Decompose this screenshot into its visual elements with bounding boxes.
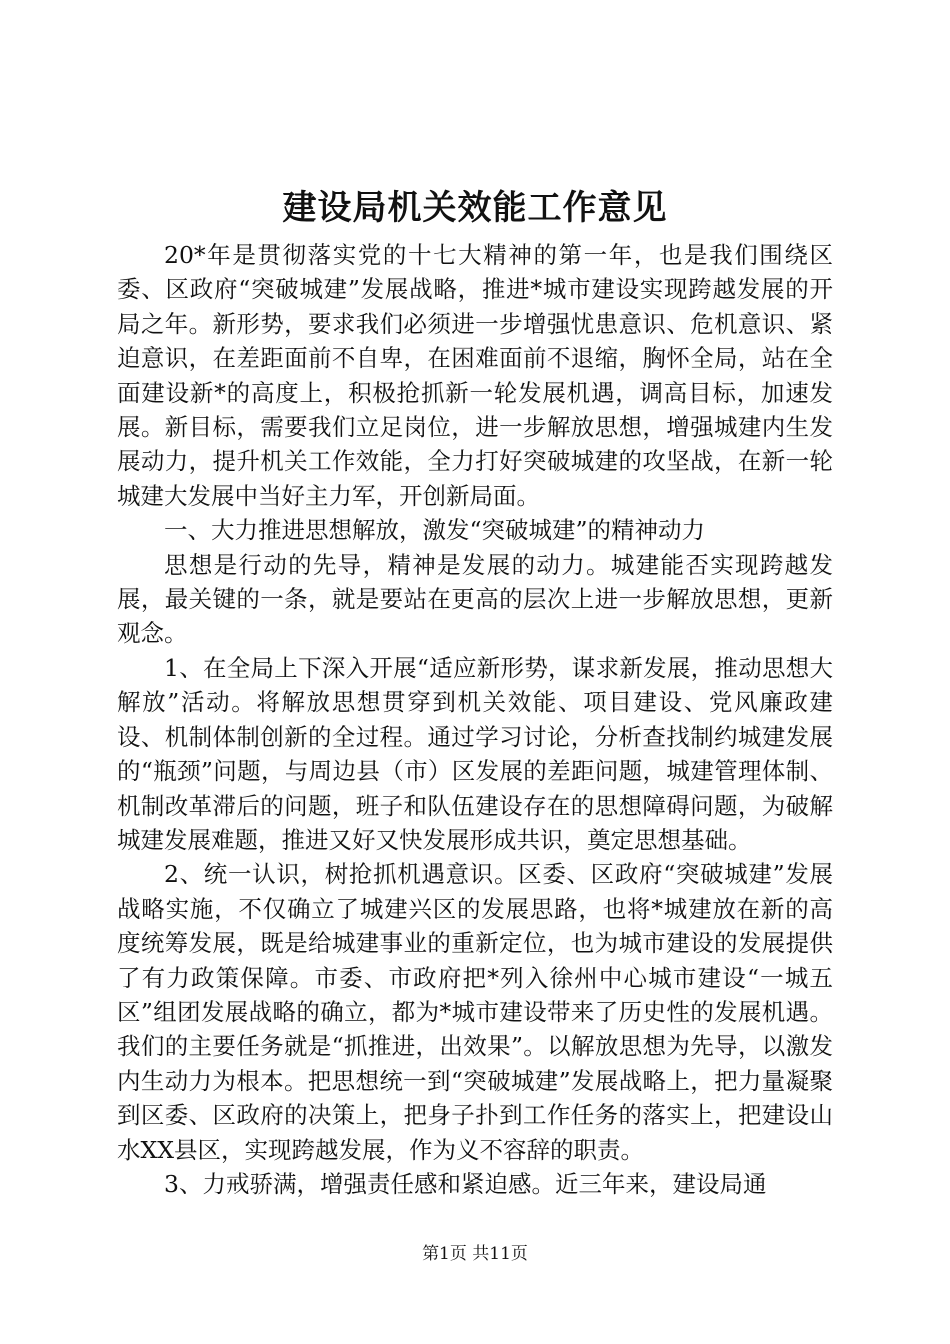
- document-body: [117, 238, 833, 1201]
- item-2-paragraph: 2、统一认识，树抢抓机遇意识。区委、区政府“突破城建”发展战略实施，不仅确立了城建兴区的发展思路，也将*城建放在新的高度统筹发展，既是给城建事业的重新定位，也为城市建设的发展提供了有力政策保障。市委、市政府把*列入徐州中心城市建设“一城五区”组团发展战略的确立，都为*城市建设带来了历史性的发展机遇。我们的主要任务就是“抓推进，出效果”。以解放思想为先导，以激发内生动力为根本。把思想统一到“突破城建”发展战略上，把力量凝聚到区委、区政府的决策上，把身子扑到工作任务的落实上，把建设山水XX县区，实现跨越发展，作为义不容辞的职责。: [117, 860, 833, 1164]
- page-number-footer: 第1页 共11页: [422, 1244, 528, 1264]
- intro-paragraph: 20*年是贯彻落实党的十七大精神的第一年，也是我们围绕区委、区政府“突破城建”发展战略，推进*城市建设实现跨越发展的开局之年。新形势，要求我们必须进一步增强忧患意识、危机意识、紧迫意识，在差距面前不自卑，在困难面前不退缩，胸怀全局，站在全面建设新*的高度上，积极抢抓新一轮发展机遇，调高目标，加速发展。新目标，需要我们立足岗位，进一步解放思想，增强城建内生发展动力，提升机关工作效能，全力打好突破城建的攻坚战，在新一轮城建大发展中当好主力军，开创新局面。: [117, 241, 833, 510]
- section-heading-1: 一、大力推进思想解放，激发“突破城建”的精神动力: [164, 516, 706, 545]
- item-3-paragraph: 3、力戒骄满，增强责任感和紧迫感。近三年来，建设局通: [164, 1169, 767, 1198]
- item-1-paragraph: 1、在全局上下深入开展“适应新形势，谋求新发展，推动思想大解放”活动。将解放思想贯穿到机关效能、项目建设、党风廉政建设、机制体制创新的全过程。通过学习讨论，分析查找制约城建发展的“瓶颈”问题，与周边县（市）区发展的差距问题，城建管理体制、机制改革滞后的问题，班子和队伍建设存在的思想障碍问题，为破解城建发展难题，推进又好又快发展形成共识，奠定思想基础。: [117, 653, 833, 854]
- document-title: 建设局机关效能工作意见: [282, 188, 668, 228]
- section-1-paragraph: 思想是行动的先导，精神是发展的动力。城建能否实现跨越发展，最关键的一条，就是要站在更高的层次上进一步解放思想，更新观念。: [117, 550, 833, 648]
